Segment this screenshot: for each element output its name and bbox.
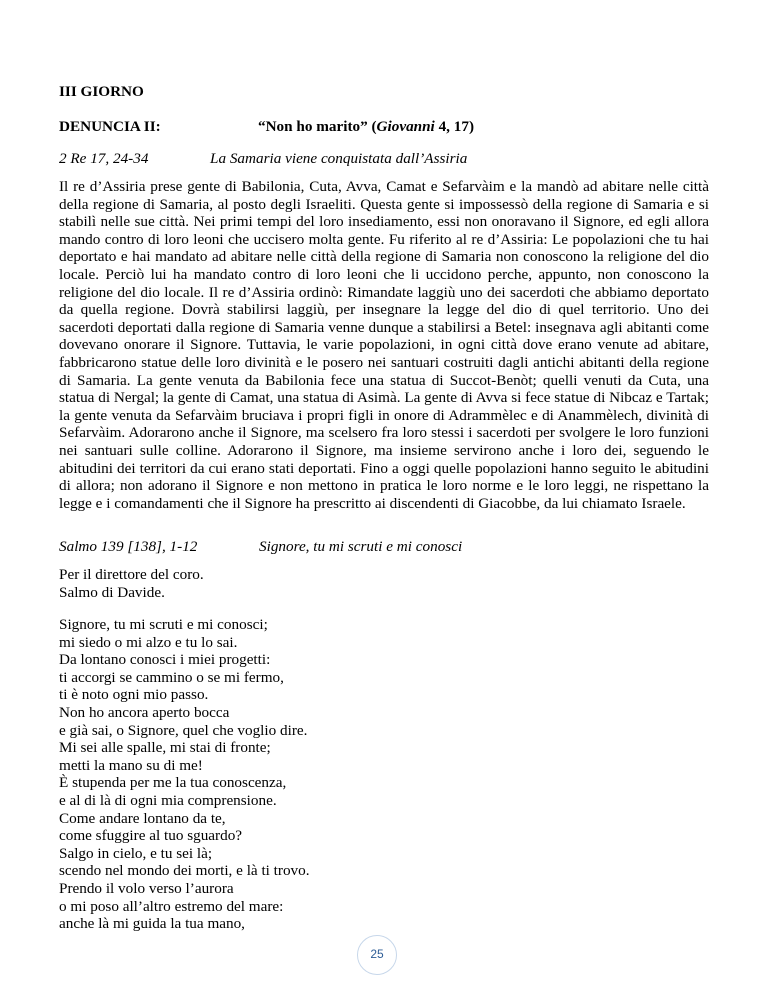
psalm-reference: Salmo 139 [138], 1-12: [59, 538, 198, 555]
psalm-line: anche là mi guida la tua mano,: [59, 915, 245, 933]
psalm-line: Da lontano conosci i miei progetti:: [59, 651, 271, 669]
page-number: 25: [370, 947, 384, 962]
psalm-line: Come andare lontano da te,: [59, 809, 226, 827]
psalm-line: Mi sei alle spalle, mi stai di fronte;: [59, 739, 271, 757]
psalm-line: Prendo il volo verso l’aurora: [59, 879, 234, 897]
quote-book: Giovanni: [376, 118, 435, 135]
psalm-intro: [59, 566, 204, 601]
reading-text: Il re d’Assiria prese gente di Babilonia, Cuta, Avva, Camat e Sefarvàim e la mandò ad abitare nelle città della regione di Samaria, al posto degli Israeliti. Questa gente si impossessò della regione di Samaria e si stabilì nelle sue città. Nei primi tempi del loro insediamento, essi non onoravano il Signore, ed egli allora mando contro di loro leoni che uccisero molta gente. Fu riferito al re d’Assiria: Le popolazioni che tu hai deportato e hai mandato ad abitare nelle città della regione di Samaria non conoscono la religione del dio locale. Perciò lui ha mandato contro di loro leoni che li uccidono perche, appunto, non conoscono la religione del dio locale. Il re d’Assiria ordinò: Rimandate laggiù uno dei sacerdoti che abbiamo deportato da quella regione. Dovrà stabilirsi laggiù, per insegnare la legge del dio di quel territorio. Uno dei sacerdoti deportati dalla regione di Samaria venne dunque a stabilirsi a Betel: insegnava agli abitanti come dovevano onorare il Signore. Tuttavia, le varie popolazioni, in ogni città dove erano venute ad abitare, fabbricarono statue delle loro divinità e le posero nei santuari costruiti dagli antichi abitanti della regione di Samaria. La gente venuta da Babilonia fece una statua di Succot-Benòt; quelli venuti da Cuta, una statua di Nergal; la gente di Camat, una statua di Asimà. La gente di Avva si fece statue di Nibcaz e Tartak; la gente venuta da Sefarvàim bruciava i propri figli in onore di Adrammèlec e di Anammèlech, divinità di Sefarvàim. Adorarono anche il Signore, ma scelsero fra loro stessi i sacerdoti per svolgere le loro funzioni nei santuari sulle colline. Adorarono il Signore, ma insieme servirono anche i loro dei, seguendo le abitudini dei territori da cui erano stati deportati. Fino a oggi quelle popolazioni hanno seguito le abitudini di allora; non adorano il Signore e non mettono in pratica le loro norme e le loro leggi, ne rispettano la legge e i comandamenti che il Signore ha prescritto ai discendenti di Giacobbe, da lui chiamato Israele.: [59, 178, 709, 512]
quote-open: “Non ho marito” (: [258, 118, 377, 135]
psalm-line: Non ho ancora aperto bocca: [59, 703, 230, 721]
psalm-line: Signore, tu mi scruti e mi conosci;: [59, 616, 268, 633]
reading-title: La Samaria viene conquistata dall’Assiria: [210, 150, 468, 167]
quote-close: 4, 17): [434, 118, 475, 135]
psalm-line: scendo nel mondo dei morti, e là ti trovo.: [59, 862, 310, 880]
psalm-line: come sfuggire al tuo sguardo?: [59, 827, 243, 845]
denuncia-label: DENUNCIA II:: [59, 118, 161, 135]
psalm-line: o mi poso all’altro estremo del mare:: [59, 897, 284, 915]
psalm-line: Salgo in cielo, e tu sei là;: [59, 844, 213, 862]
psalm-verses: [59, 616, 310, 933]
day-title: III GIORNO: [59, 83, 144, 100]
psalm-line: ti accorgi se cammino o se mi fermo,: [59, 668, 284, 686]
psalm-intro-line: Per il direttore del coro.: [59, 566, 204, 583]
psalm-line: È stupenda per me la tua conoscenza,: [59, 774, 287, 792]
psalm-title: Signore, tu mi scruti e mi conosci: [259, 538, 463, 555]
psalm-intro-line: Salmo di Davide.: [59, 583, 165, 601]
psalm-line: e al di là di ogni mia comprensione.: [59, 791, 277, 809]
psalm-line: mi siedo o mi alzo e tu lo sai.: [59, 633, 238, 651]
page-number-badge: [357, 935, 397, 975]
reading-reference: 2 Re 17, 24-34: [59, 150, 149, 167]
psalm-line: ti è noto ogni mio passo.: [59, 686, 209, 704]
denuncia-quote: [258, 118, 474, 136]
psalm-line: e già sai, o Signore, quel che voglio dire.: [59, 721, 308, 739]
psalm-line: metti la mano su di me!: [59, 756, 203, 774]
